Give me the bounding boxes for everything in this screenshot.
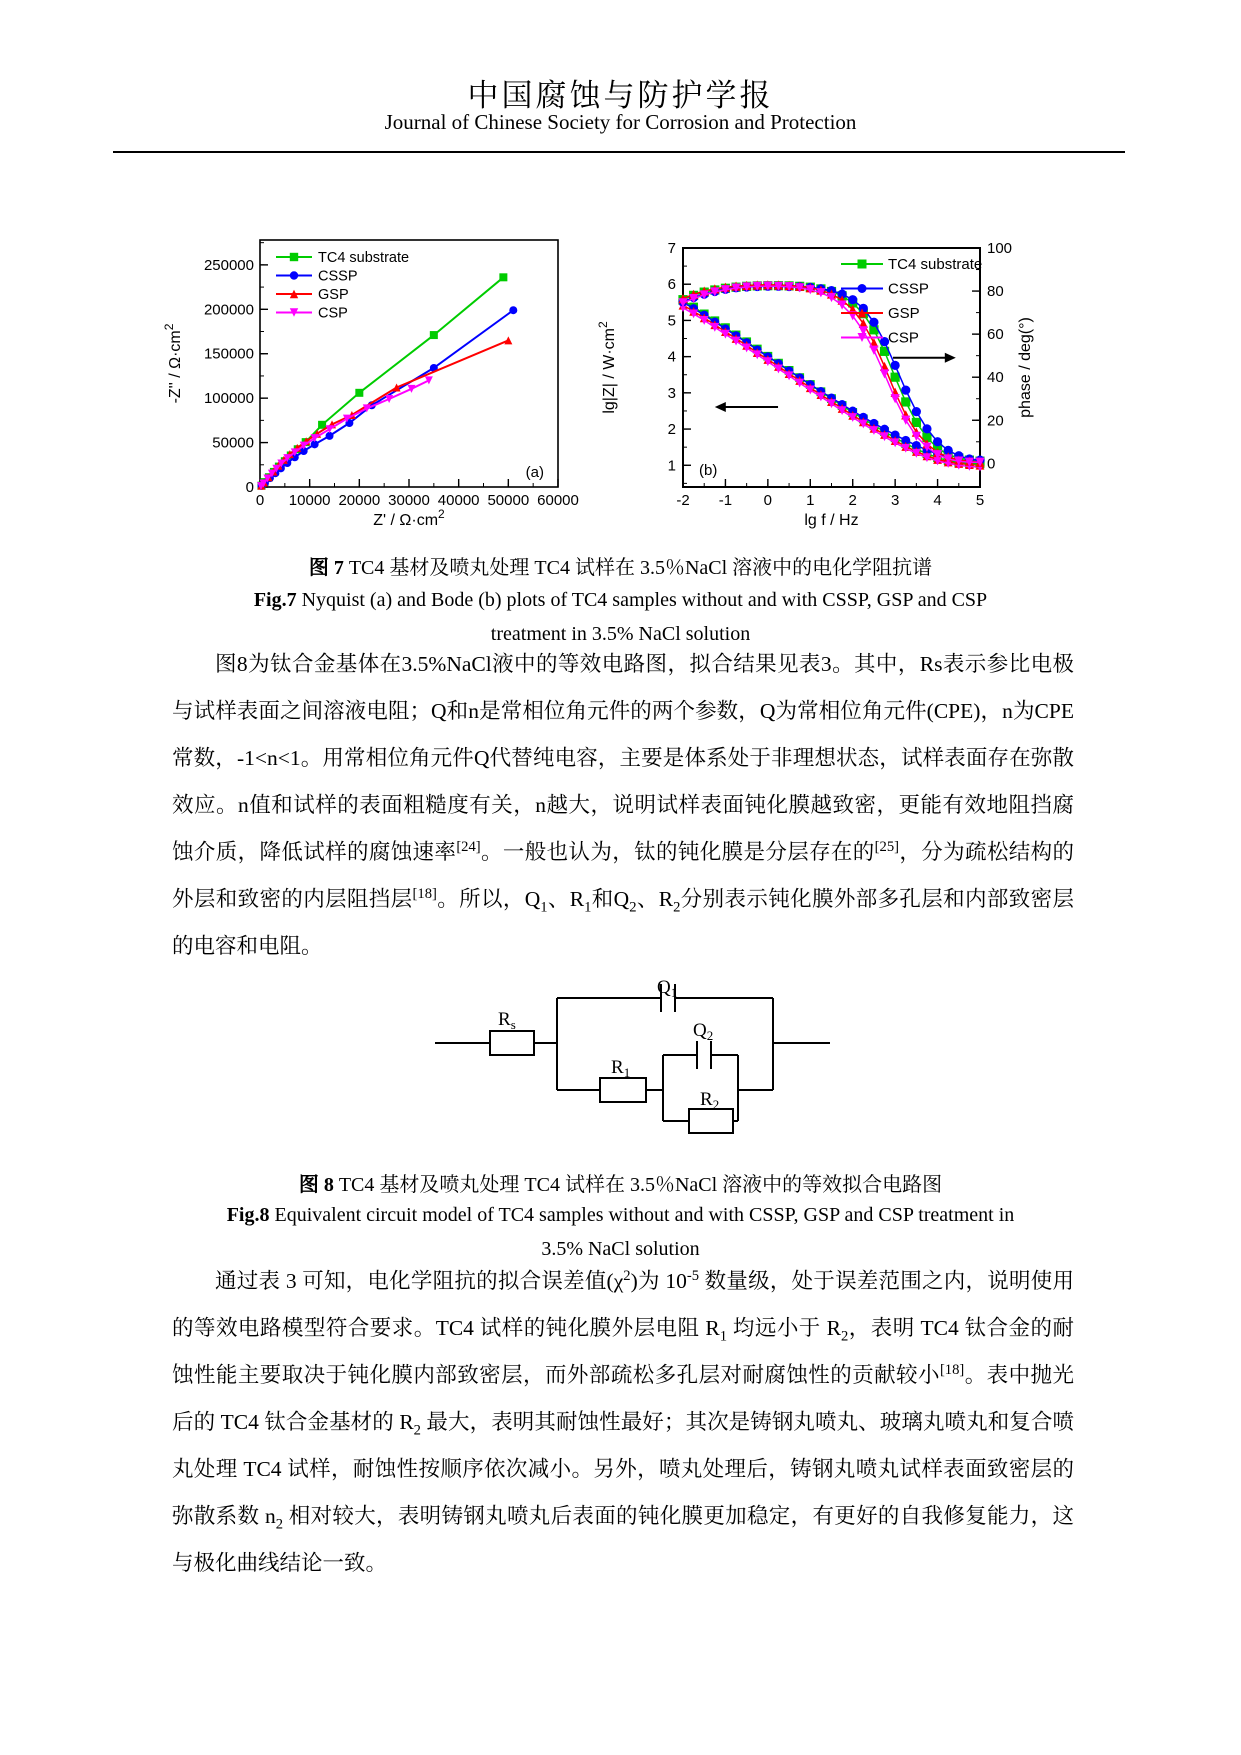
svg-text:CSSP: CSSP: [888, 280, 929, 298]
svg-text:7: 7: [667, 240, 676, 257]
svg-text:5: 5: [975, 492, 985, 509]
svg-text:0: 0: [255, 492, 265, 509]
svg-text:150000: 150000: [203, 345, 254, 363]
capacitor-q2-label: $Q_2$: [693, 1020, 714, 1043]
nyquist-plot-svg: [158, 200, 588, 540]
journal-title-en: Journal of Chinese Society for Corrosion and Protection: [384, 110, 857, 134]
svg-text:6: 6: [667, 276, 676, 294]
svg-text:60000: 60000: [537, 492, 579, 509]
paragraph-fit-results: 通过表 3 可知，电化学阻抗的拟合误差值$(\chi^2)$为 $10^{-5}$ 数量级，处于误差范围之内，说明使用的等效电路模型符合要求。TC4 试样的钝化膜外层电阻 $R_1$ 均远小于 $R_2$，表明 TC4 钛合金的耐蚀性能主要取决于钝化膜内部致密层，而外部疏松多孔层对耐腐蚀性的贡献较小[18]。表中抛光后的 TC4 钛合金基材的 $R_2$ 最大，表明其耐蚀性最好；其次是铸钢丸喷丸、玻璃丸喷丸和复合喷丸处理 TC4 试样，耐蚀性按顺序依次减小。另外，喷丸处理后，铸钢丸喷丸试样表面致密层的弥散系数 $n_2$ 相对较大，表明铸钢丸喷丸后表面的钝化膜更加稳定，有更好的自我修复能力，这与极化曲线结论一致。: [172, 1267, 1074, 1575]
svg-text:60: 60: [987, 326, 1004, 344]
svg-text:lg f / Hz: lg f / Hz: [804, 512, 859, 529]
resistor-r2: [689, 1109, 733, 1133]
resistor-rs: [490, 1031, 534, 1055]
svg-text:GSP: GSP: [318, 287, 349, 303]
svg-text:CSSP: CSSP: [318, 268, 358, 285]
svg-text:50000: 50000: [212, 434, 254, 452]
svg-text:lg|Z| / W·cm2: $\lg|Z| / W\cdot cm^2$: [596, 321, 618, 414]
svg-text:4: 4: [933, 492, 942, 509]
fig8-caption-en-line1: Fig.8 Equivalent circuit model of TC4 samples without and with CSSP, GSP and CSP treatment in: [226, 1204, 1015, 1226]
capacitor-q1-label: $Q_1$: [657, 978, 678, 1000]
resistor-r2-label: $R_2$: [700, 1089, 720, 1112]
circuit-diagram: [405, 978, 860, 1173]
resistor-r1-label: $R_1$: [611, 1057, 631, 1080]
header-divider: [113, 151, 1125, 153]
svg-text:50000: 50000: [487, 492, 530, 509]
svg-text:1: 1: [806, 492, 815, 509]
svg-text:20000: 20000: [338, 492, 381, 509]
fig8-caption-en-line2: 3.5% NaCl solution: [541, 1238, 700, 1260]
svg-text:40000: 40000: [437, 492, 480, 509]
svg-text:250000: 250000: [203, 256, 254, 274]
resistor-r1: [600, 1078, 646, 1102]
svg-text:(a): (a): [525, 464, 544, 481]
svg-text:10000: 10000: [288, 492, 331, 509]
svg-text:3: 3: [890, 492, 900, 509]
svg-text:GSP: GSP: [888, 305, 920, 322]
svg-text:0: 0: [245, 479, 254, 496]
svg-text:TC4 substrate: TC4 substrate: [888, 256, 983, 273]
svg-text:CSP: CSP: [888, 329, 919, 347]
svg-text:2: 2: [667, 421, 676, 439]
svg-text:(b): (b): [699, 462, 718, 479]
svg-text:TC4 substrate: TC4 substrate: [318, 250, 410, 266]
fig8-caption-zh: 图 8 TC4 基材及喷丸处理 TC4 试样在 3.5％NaCl 溶液中的等效拟合电路图: [298, 1174, 943, 1196]
svg-text:1: 1: [667, 457, 676, 475]
svg-text:-1: -1: [718, 492, 733, 509]
circuit-wires: [435, 984, 830, 1133]
svg-text:40: 40: [987, 369, 1004, 387]
fig7-caption-en-line1: Fig.7 Nyquist (a) and Bode (b) plots of TC4 samples without and with CSSP, GSP and CSP: [253, 589, 988, 611]
svg-text:80: 80: [987, 283, 1004, 301]
svg-text:30000: 30000: [388, 492, 430, 509]
svg-text:200000: 200000: [203, 301, 254, 319]
svg-text:0: 0: [987, 455, 996, 473]
nyquist-chart: [158, 200, 588, 540]
fig7-caption-en-line2: treatment in 3.5% NaCl solution: [490, 623, 751, 645]
svg-text:100: 100: [987, 240, 1013, 257]
equivalent-circuit-svg: [405, 978, 860, 1173]
fig7-caption-zh: 图 7 TC4 基材及喷丸处理 TC4 试样在 3.5％NaCl 溶液中的电化学阻抗谱: [308, 557, 933, 579]
svg-text:100000: 100000: [203, 390, 254, 408]
svg-text:Z' / Ω·cm2: $Z' / \Omega\cdot cm^2$: [373, 507, 445, 529]
bode-plot-svg: [588, 200, 1048, 540]
svg-text:-Z'' / Ω·cm2: $-Z'' / \Omega\cdot cm^2$: [162, 323, 184, 404]
svg-text:5: 5: [667, 312, 676, 330]
svg-text:0: 0: [763, 492, 773, 509]
svg-text:20: 20: [987, 412, 1004, 430]
svg-text:-2: -2: [676, 492, 690, 509]
bode-chart: [588, 200, 1048, 540]
svg-text:3: 3: [667, 384, 676, 402]
svg-text:4: 4: [667, 348, 676, 366]
journal-title-zh: 中国腐蚀与防护学报: [467, 78, 774, 113]
svg-text:CSP: CSP: [318, 305, 348, 322]
svg-text:phase / deg(°): phase / deg(°): [1017, 317, 1034, 418]
svg-text:2: 2: [848, 492, 857, 509]
resistor-rs-label: $R_s$: [498, 1009, 516, 1032]
paragraph-equivalent-circuit: 图8为钛合金基体在3.5%NaCl液中的等效电路图，拟合结果见表3。其中，Rs表示参比电极与试样表面之间溶液电阻；Q和n是常相位角元件的两个参数，Q为常相位角元件(CPE)，n为CPE常数，-1<n<1。用常相位角元件Q代替纯电容，主要是体系处于非理想状态，试样表面存在弥散效应。n值和试样的表面粗糙度有关，n越大，说明试样表面钝化膜越致密，更能有效地阻挡腐蚀介质，降低试样的腐蚀速率[24]。一般也认为，钛的钝化膜是分层存在的[25]，分为疏松结构的外层和致密的内层阻挡层[18]。所以，$Q_1$、$R_1$和$Q_2$、$R_2$分别表示钝化膜外部多孔层和内部致密层的电容和电阻。: [172, 652, 1074, 958]
